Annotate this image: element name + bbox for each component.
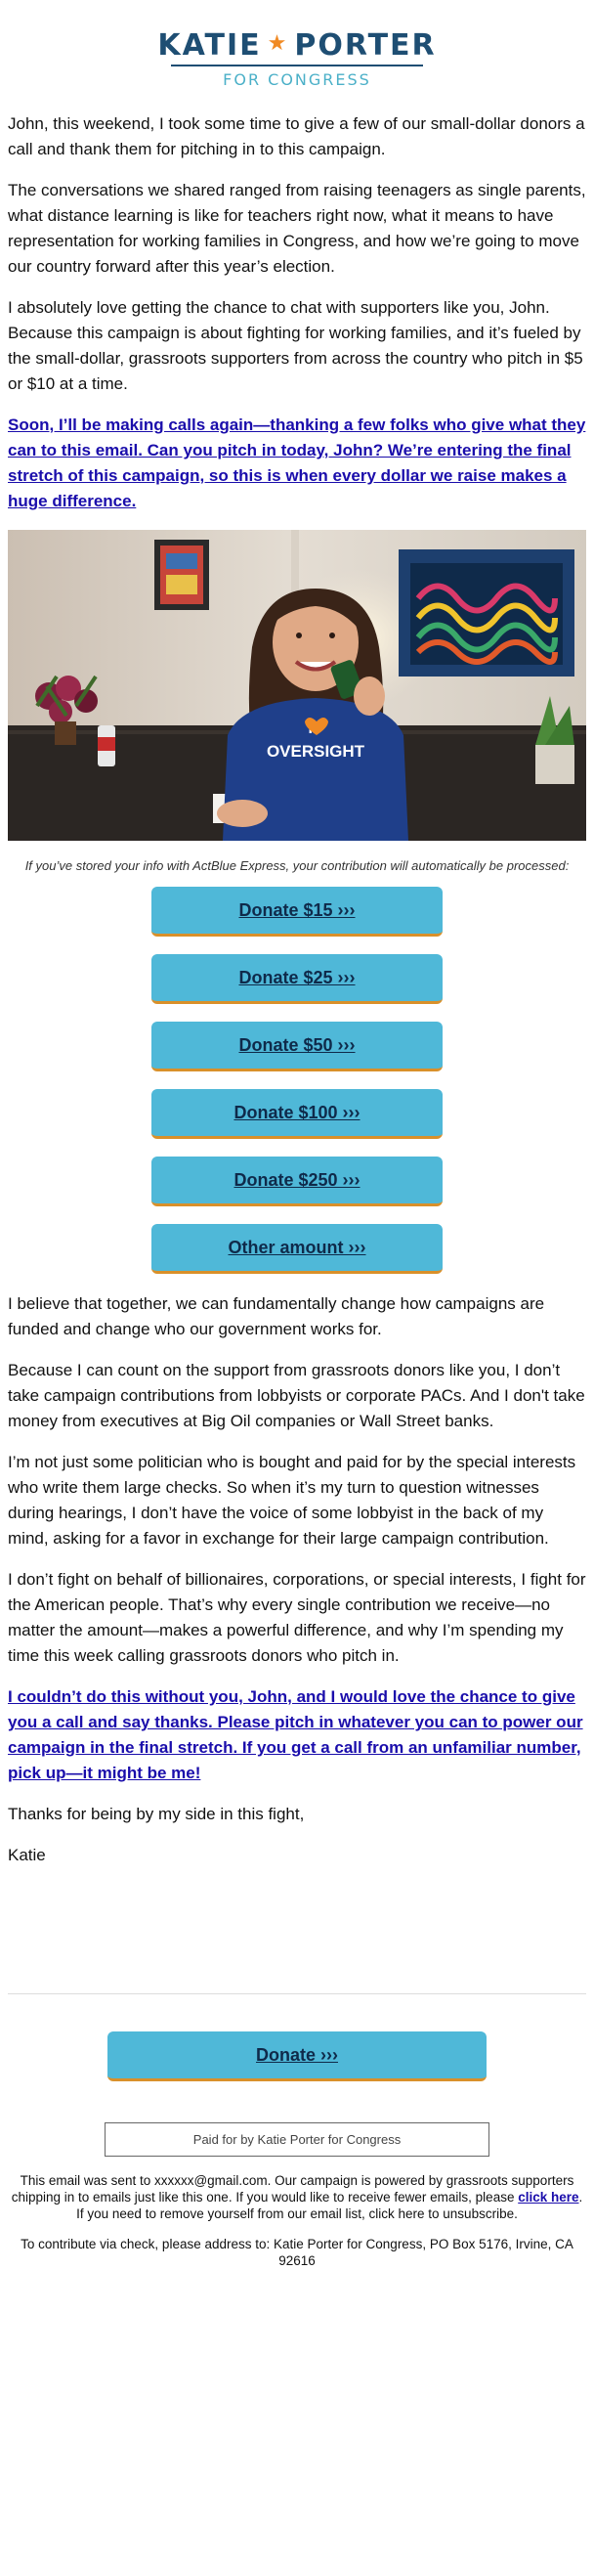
logo-wordmark bbox=[157, 28, 436, 63]
spacer bbox=[8, 1884, 586, 1993]
notice-text-end: . If you need to remove yourself from our email list, click here to unsubscribe. bbox=[76, 2190, 583, 2221]
cta-link[interactable]: I couldn’t do this without you, John, and I would love the chance to give you a call and say thanks. Please pitch in whatever you can to power our campaign in the final stretch. If you get a call from an unfamiliar number, pick up—it might be me! bbox=[8, 1687, 583, 1782]
logo-last-name: PORTER bbox=[294, 28, 437, 63]
cta-link[interactable]: Soon, I’ll be making calls again—thanking a few folks who give what they can to this email. Can you pitch in today, John? We’re entering the final stretch of this campaign, so this is when every dollar we raise makes a huge difference. bbox=[8, 415, 586, 510]
paid-for-disclaimer: Paid for by Katie Porter for Congress bbox=[105, 2122, 489, 2157]
cta-paragraph bbox=[8, 413, 586, 514]
donate-100-button[interactable]: Donate $100 ››› bbox=[151, 1089, 443, 1139]
donate-25-button[interactable]: Donate $25 ››› bbox=[151, 954, 443, 1004]
donate-button[interactable]: Donate ››› bbox=[107, 2031, 487, 2081]
email-container bbox=[8, 0, 586, 2269]
body-paragraph: I’m not just some politician who is bought and paid for by the special interests who write them large checks. So when it’s my turn to question witnesses during hearings, I don’t have the voice of some lobbyist in the back of my mind, asking for a favor in exchange for their large campaign contribution. bbox=[8, 1453, 576, 1548]
footer-divider bbox=[8, 1993, 586, 1994]
cta-paragraph bbox=[8, 1684, 586, 1786]
logo-divider bbox=[171, 65, 423, 66]
star-icon: ★ bbox=[267, 31, 289, 56]
notice-text: This email was sent to xxxxxx@gmail.com. Our campaign is powered by grassroots supporters chipping in to emails just like this one. If you would like to receive fewer emails, please bbox=[11, 2173, 574, 2205]
donate-15-button[interactable]: Donate $15 ››› bbox=[151, 887, 443, 937]
body-paragraph: I don’t fight on behalf of billionaires, corporations, or special interests, I fight for the American people. That’s why every single contribution we receive—no matter the amount—makes a powerful difference, and why I’m spending my time this week calling grassroots donors who pitch in. bbox=[8, 1570, 586, 1665]
donate-other-amount-button[interactable]: Other amount ››› bbox=[151, 1224, 443, 1274]
mailing-address: To contribute via check, please address to: Katie Porter for Congress, PO Box 5176, Irvine, CA 92616 bbox=[21, 2237, 573, 2268]
campaign-photo[interactable] bbox=[8, 530, 586, 841]
donate-button-group bbox=[8, 887, 586, 1274]
body-paragraph: John, this weekend, I took some time to give a few of our small-dollar donors a call and thank them for pitching in to this campaign. bbox=[8, 114, 585, 158]
logo-first-name: KATIE bbox=[157, 28, 262, 63]
body-paragraph: The conversations we shared ranged from raising teenagers as single parents, what distance learning is like for teachers right now, what it means to have representation for working families in Congress, and how we’re going to move our country forward after this year’s election. bbox=[8, 181, 586, 276]
donate-250-button[interactable]: Donate $250 ››› bbox=[151, 1157, 443, 1206]
body-paragraph: I absolutely love getting the chance to chat with supporters like you, John. Because this campaign is about fighting for working families, and it’s fueled by the small-dollar, grassroots supporters from across the country who pitch in $5 or $10 at a time. bbox=[8, 298, 583, 393]
closing-line: Thanks for being by my side in this fight, bbox=[8, 1805, 305, 1823]
body-paragraph: Because I can count on the support from grassroots donors like you, I don’t take campaign contributions from lobbyists or corporate PACs. And I don't take money from executives at Big Oil companies or Wall Street banks. bbox=[8, 1361, 585, 1430]
body-paragraph: I believe that together, we can fundamentally change how campaigns are funded and change who our government works for. bbox=[8, 1294, 545, 1338]
email-notice bbox=[8, 2172, 586, 2222]
shirt-text-oversight: OVERSIGHT bbox=[266, 742, 365, 761]
signature: Katie bbox=[8, 1846, 46, 1864]
fewer-emails-link[interactable]: click here bbox=[518, 2190, 579, 2205]
photo-illustration bbox=[8, 530, 586, 841]
actblue-note: If you’ve stored your info with ActBlue Express, your contribution will automatically be processed: bbox=[24, 858, 570, 873]
logo-subtitle: FOR CONGRESS bbox=[223, 70, 371, 89]
donate-50-button[interactable]: Donate $50 ››› bbox=[151, 1022, 443, 1071]
campaign-logo[interactable] bbox=[8, 0, 586, 111]
